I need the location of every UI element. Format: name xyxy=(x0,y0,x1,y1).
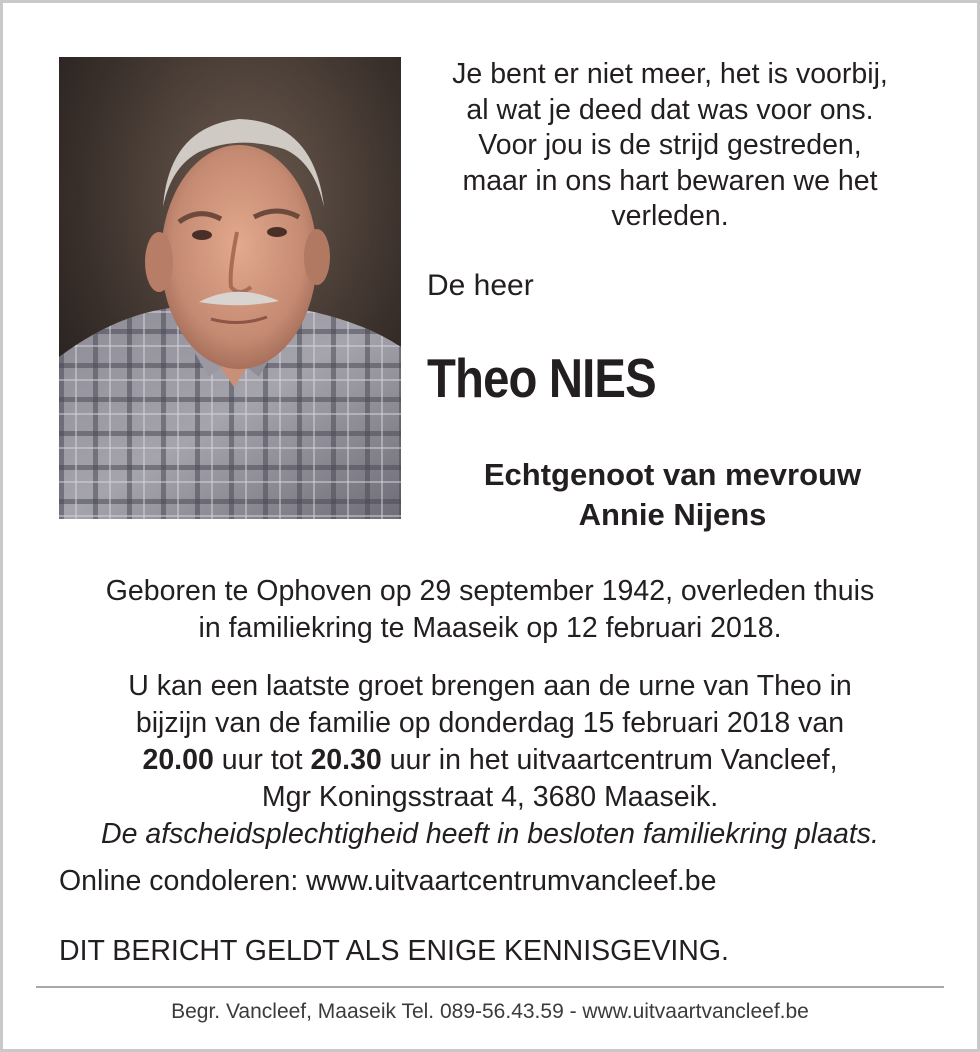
poem-line: verleden. xyxy=(611,200,729,232)
birth-death-paragraph xyxy=(40,573,940,647)
time-start: 20.00 xyxy=(142,744,214,776)
funeral-home-footer: Begr. Vancleef, Maaseik Tel. 089-56.43.59 - www.uitvaartvancleef.be xyxy=(171,1000,809,1023)
visitation-paragraph xyxy=(40,668,940,853)
birth-death-line-2: in familiekring te Maaseik op 12 februari 2018. xyxy=(198,612,782,644)
poem-line: maar in ons hart bewaren we het xyxy=(462,164,878,197)
poem-line: al wat je deed dat was voor ons. xyxy=(466,93,874,126)
divider xyxy=(36,986,944,988)
time-end: 20.30 xyxy=(310,744,382,776)
visitation-line-2: bijzijn van de familie op donderdag 15 februari 2018 van xyxy=(135,707,845,739)
visitation-uur-tot: uur tot xyxy=(213,744,311,776)
portrait-photo xyxy=(59,57,401,519)
poem-line: Voor jou is de strijd gestreden, xyxy=(478,129,862,161)
spouse-name: Annie Nijens xyxy=(578,497,767,532)
poem-line: Je bent er niet meer, het is voorbij, xyxy=(452,58,888,90)
visitation-line-3 xyxy=(40,742,940,779)
honorific: De heer xyxy=(427,269,534,302)
ceremony-note: De afscheidsplechtigheid heeft in besloten familiekring plaats. xyxy=(101,818,879,850)
spouse-line-1: Echtgenoot van mevrouw xyxy=(483,457,862,492)
notice-statement: DIT BERICHT GELDT ALS ENIGE KENNISGEVING. xyxy=(59,935,729,967)
birth-death-line-1: Geboren te Ophoven op 29 september 1942, overleden thuis xyxy=(105,575,875,607)
online-condolence: Online condoleren: www.uitvaartcentrumvancleef.be xyxy=(59,865,717,897)
visitation-line-1: U kan een laatste groet brengen aan de urne van Theo in xyxy=(128,670,852,702)
visitation-line-3-rest: uur in het uitvaartcentrum Vancleef, xyxy=(381,744,838,776)
visitation-address: Mgr Koningsstraat 4, 3680 Maaseik. xyxy=(261,781,719,813)
deceased-name: Theo NIES xyxy=(427,347,656,409)
spouse-info xyxy=(420,455,925,535)
poem xyxy=(415,57,925,235)
